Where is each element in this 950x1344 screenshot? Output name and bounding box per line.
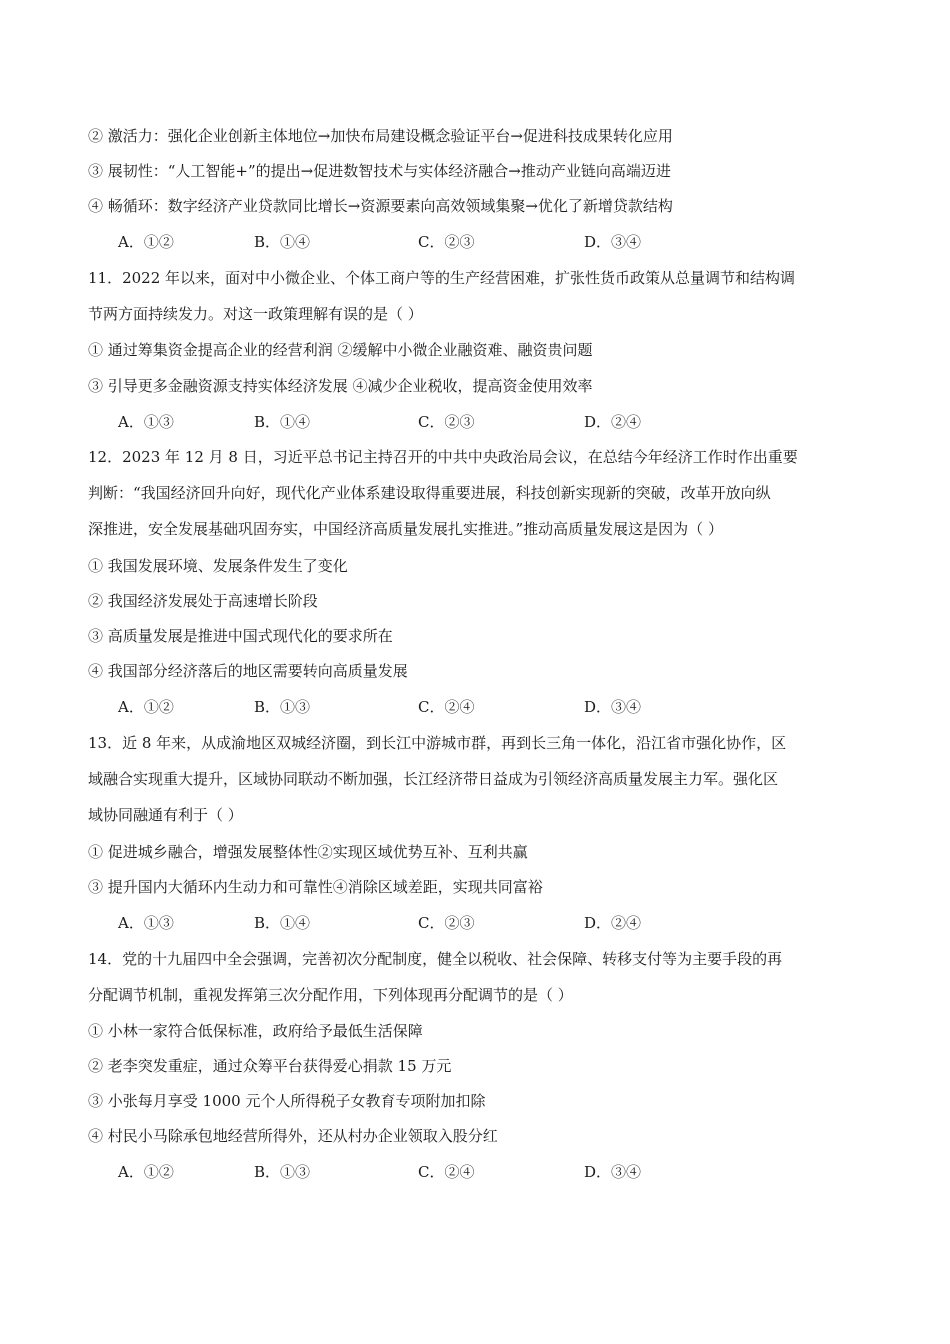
q14-options [118, 1162, 718, 1182]
q10-item-4: ④ 畅循环：数字经济产业贷款同比增长→资源要素向高效领域集聚→优化了新增贷款结构 [88, 197, 673, 215]
q10-item-3: ③ 展韧性：“人工智能+”的提出→促进数智技术与实体经济融合→推动产业链向高端迈进 [88, 162, 671, 180]
q14-option-d[interactable]: D．③④ [584, 1163, 642, 1181]
q11-option-d[interactable]: D．②④ [584, 413, 642, 431]
q11-stem-line-1: 11．2022 年以来，面对中小微企业、个体工商户等的生产经营困难，扩张性货币政策从总量调节和结构调 [88, 269, 796, 287]
q13-option-b[interactable]: B．①④ [254, 914, 311, 932]
q14-stem-line-1: 14．党的十九届四中全会强调，完善初次分配制度，健全以税收、社会保障、转移支付等为主要手段的再 [88, 950, 783, 968]
q13-options [118, 913, 718, 933]
q12-options [118, 697, 718, 717]
q14-option-a[interactable]: A．①② [118, 1163, 174, 1181]
q13-stem-line-3: 域协同融通有利于（ ） [88, 806, 243, 824]
q14-item-4: ④ 村民小马除承包地经营所得外，还从村办企业领取入股分红 [88, 1127, 498, 1145]
q12-item-3: ③ 高质量发展是推进中国式现代化的要求所在 [88, 627, 393, 645]
q13-option-d[interactable]: D．②④ [584, 914, 642, 932]
q14-item-3: ③ 小张每月享受 1000 元个人所得税子女教育专项附加扣除 [88, 1092, 486, 1110]
q11-options [118, 412, 718, 432]
q12-option-c[interactable]: C．②④ [418, 698, 475, 716]
q10-option-d[interactable]: D．③④ [584, 233, 642, 251]
q12-option-d[interactable]: D．③④ [584, 698, 642, 716]
q11-option-a[interactable]: A．①③ [118, 413, 174, 431]
q13-option-c[interactable]: C．②③ [418, 914, 475, 932]
q14-item-1: ① 小林一家符合低保标准，政府给予最低生活保障 [88, 1022, 423, 1040]
q14-option-b[interactable]: B．①③ [254, 1163, 311, 1181]
q13-items-line-1: ① 促进城乡融合，增强发展整体性②实现区域优势互补、互利共赢 [88, 843, 528, 861]
q11-option-c[interactable]: C．②③ [418, 413, 475, 431]
q13-stem-line-2: 域融合实现重大提升，区域协同联动不断加强，长江经济带日益成为引领经济高质量发展主力军。强化区 [88, 770, 779, 788]
q14-item-2: ② 老李突发重症，通过众筹平台获得爱心捐款 15 万元 [88, 1057, 452, 1075]
q10-options [118, 232, 718, 252]
q12-option-a[interactable]: A．①② [118, 698, 174, 716]
q11-items-line-1: ① 通过筹集资金提高企业的经营利润 ②缓解中小微企业融资难、融资贵问题 [88, 341, 593, 359]
q14-stem-line-2: 分配调节机制，重视发挥第三次分配作用，下列体现再分配调节的是（ ） [88, 986, 573, 1004]
q12-item-2: ② 我国经济发展处于高速增长阶段 [88, 592, 318, 610]
q12-item-1: ① 我国发展环境、发展条件发生了变化 [88, 557, 348, 575]
q12-option-b[interactable]: B．①③ [254, 698, 311, 716]
q10-option-a[interactable]: A．①② [118, 233, 174, 251]
q13-stem-line-1: 13．近 8 年来，从成渝地区双城经济圈，到长江中游城市群，再到长三角一体化，沿江省市强化协作，区 [88, 734, 787, 752]
q10-option-b[interactable]: B．①④ [254, 233, 311, 251]
q10-option-c[interactable]: C．②③ [418, 233, 475, 251]
q11-option-b[interactable]: B．①④ [254, 413, 311, 431]
q12-item-4: ④ 我国部分经济落后的地区需要转向高质量发展 [88, 662, 408, 680]
q13-option-a[interactable]: A．①③ [118, 914, 174, 932]
q12-stem-line-2: 判断：“我国经济回升向好，现代化产业体系建设取得重要进展，科技创新实现新的突破，改革开放向纵 [88, 484, 771, 502]
q10-item-2: ② 激活力：强化企业创新主体地位→加快布局建设概念验证平台→促进科技成果转化应用 [88, 127, 673, 145]
q13-items-line-2: ③ 提升国内大循环内生动力和可靠性④消除区域差距，实现共同富裕 [88, 878, 543, 896]
q11-items-line-2: ③ 引导更多金融资源支持实体经济发展 ④减少企业税收，提高资金使用效率 [88, 377, 593, 395]
q12-stem-line-1: 12．2023 年 12 月 8 日，习近平总书记主持召开的中共中央政治局会议，在总结今年经济工作时作出重要 [88, 448, 798, 466]
q12-stem-line-3: 深推进，安全发展基础巩固夯实，中国经济高质量发展扎实推进。”推动高质量发展这是因为（ ） [88, 520, 723, 538]
q14-option-c[interactable]: C．②④ [418, 1163, 475, 1181]
q11-stem-line-2: 节两方面持续发力。对这一政策理解有误的是（ ） [88, 305, 423, 323]
